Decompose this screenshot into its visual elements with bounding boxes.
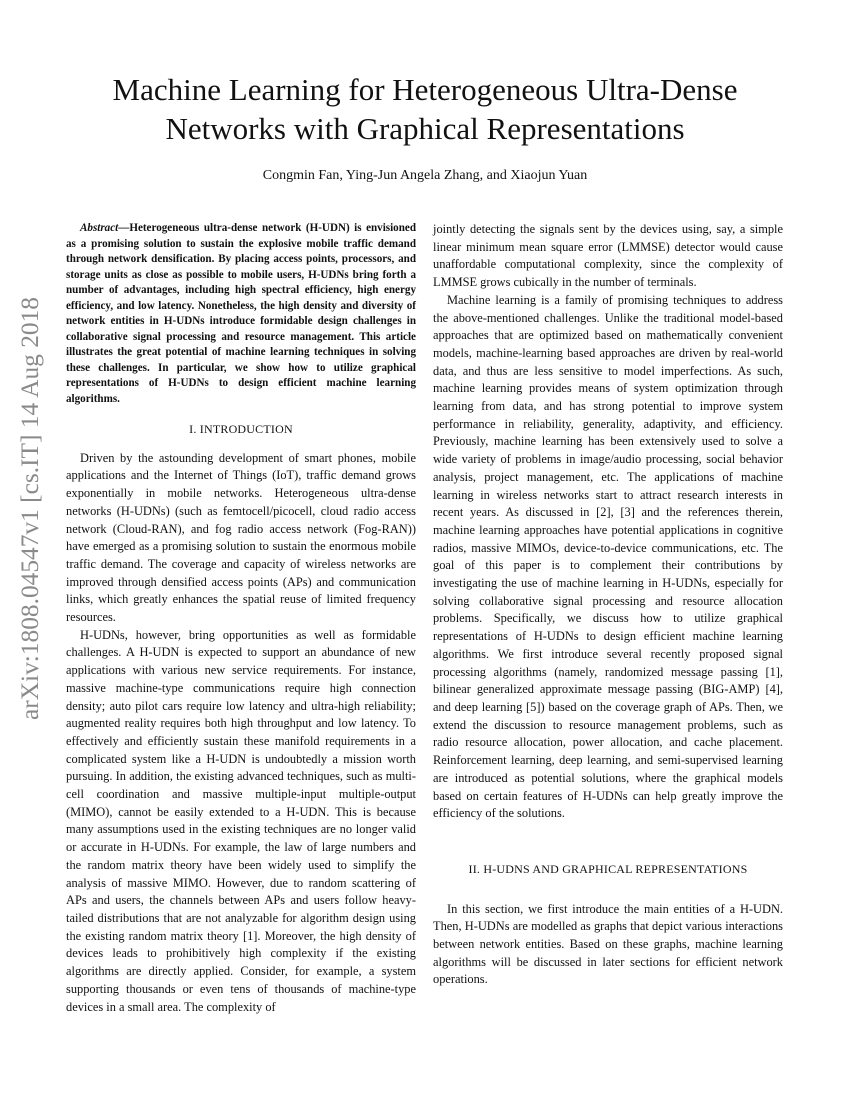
- title-line-2: Networks with Graphical Representations: [165, 111, 685, 146]
- intro-paragraph-2: H-UDNs, however, bring opportunities as well as formidable challenges. A H-UDN is expected to support an abundance of new applications with various new service requirements. For instance, massive machine-type communications require high connection density; auto pilot cars require low latency and ultra-high reliability; augmented reality requires both high throughput and low latency. To effectively and efficiently sustain these manifold requirements in a complicated system like a H-UDN is undoubtedly a mission worth pursuing. In addition, the existing advanced techniques, such as multi-cell coordination and massive multiple-input multiple-output (MIMO), cannot be easily extended to a H-UDN. This is because many assumptions used in the existing techniques are no longer valid or accurate in H-UDNs. For example, the law of large numbers and the random matrix theory have been widely used to simplify the analysis of massive MIMO. However, due to random scattering of APs and users, the channels between APs and users follow heavy-tailed distributions that are not analyzable for algorithm design using the existing random matrix theory [1]. Moreover, the high density of devices leads to prohibitively high complexity if the existing algorithms are directly applied. Consider, for example, a system supporting thousands or even tens of thousands of machine-type devices in a small area. The complexity of: [66, 627, 416, 1014]
- right-column: [433, 221, 783, 989]
- arxiv-stamp-text: arXiv:1808.04547v1 [cs.IT] 14 Aug 2018: [17, 303, 44, 720]
- paper-title: [60, 70, 790, 148]
- arxiv-stamp: [2, 297, 50, 722]
- abstract-text: —Heterogeneous ultra-dense network (H-UDN) is envisioned as a promising solution to sustain the explosive mobile traffic demand through network densification. By placing access points, processors, and storage units as close as possible to mobile users, H-UDNs bring forth a number of advantages, including high spectral efficiency, high energy efficiency, and low latency. Nonetheless, the high density and diversity of network entities in H-UDNs introduce formidable design challenges in collaborative signal processing and resource management. This article illustrates the great potential of machine learning techniques in solving these challenges. In particular, we show how to utilize graphical representations of H-UDNs to design efficient machine learning algorithms.: [66, 222, 416, 405]
- left-column: [66, 221, 416, 1016]
- section-2-paragraph-1: In this section, we first introduce the main entities of a H-UDN. Then, H-UDNs are modelled as graphs that depict various interactions between network entities. Based on these graphs, machine learning algorithms will be discussed in later sections for efficient network operations.: [433, 901, 783, 987]
- author-list: Congmin Fan, Ying-Jun Angela Zhang, and Xiaojun Yuan: [262, 168, 588, 183]
- title-line-1: Machine Learning for Heterogeneous Ultra-Dense: [112, 72, 738, 107]
- intro-paragraph-2-continued: jointly detecting the signals sent by the devices using, say, a simple linear minimum mean square error (LMMSE) detector would cause unaffordable computational complexity, since the complexity of LMMSE grows cubically in the number of terminals.: [433, 222, 783, 290]
- abstract-label: Abstract: [80, 222, 119, 234]
- intro-paragraph-1: Driven by the astounding development of smart phones, mobile applications and the Internet of Things (IoT), traffic demand grows exponentially in mobile networks. Heterogeneous ultra-dense networks (H-UDNs) (such as femtocell/picocell, cloud radio access network (Cloud-RAN), and fog radio access network (Fog-RAN)) have emerged as a promising solution to sustain the enormous mobile traffic demand. The coverage and capacity of wireless networks are improved through densified access points (APs) and communication links, which greatly enhances the spatial reuse of limited frequency resources.: [66, 450, 416, 625]
- abstract: [66, 221, 416, 407]
- section-2-heading: II. H-UDNS AND GRAPHICAL REPRESENTATIONS: [468, 861, 748, 876]
- section-1-heading: I. INTRODUCTION: [189, 422, 293, 436]
- intro-paragraph-3: Machine learning is a family of promising techniques to address the above-mentioned challenges. Unlike the traditional model-based approaches that are optimized based on mathematically convenient models, machine-learning based approaches are driven by real-world data, and thus are less sensitive to model imperfections. As such, machine learning provides means of system optimization through learning from data, and has strong potential to improve system performance in reliability, generality, adaptivity, and efficiency. Previously, machine learning has been extensively used to solve a wide variety of problems in image/audio processing, social behavior analysis, project management, etc. The applications of machine learning in wireless networks start to attract research interests in recent years. As discussed in [2], [3] and the references therein, machine learning approaches have potential applications in cognitive radios, massive MIMOs, device-to-device communications, etc. The goal of this paper is to complement their contributions by investigating the use of machine learning in H-UDNs, especially for solving collaborative signal processing and resource allocation problems. Specifically, we discuss how to utilize graphical representations of H-UDNs to design efficient machine learning algorithms. We first introduce several recently proposed signal processing algorithms (namely, randomized message passing [1], bilinear generalized approximate message passing (BIG-AMP) [4], and deep learning [5]) based on the coverage graph of APs. Then, we extend the discussion to resource management problems, such as radio resource allocation, power allocation, and cache placement. Reinforcement learning, deep learning, and semi-supervised learning are introduced as potential solutions, where the graphical models based on certain features of H-UDNs can help greatly improve the efficiency of the solutions.: [433, 292, 783, 821]
